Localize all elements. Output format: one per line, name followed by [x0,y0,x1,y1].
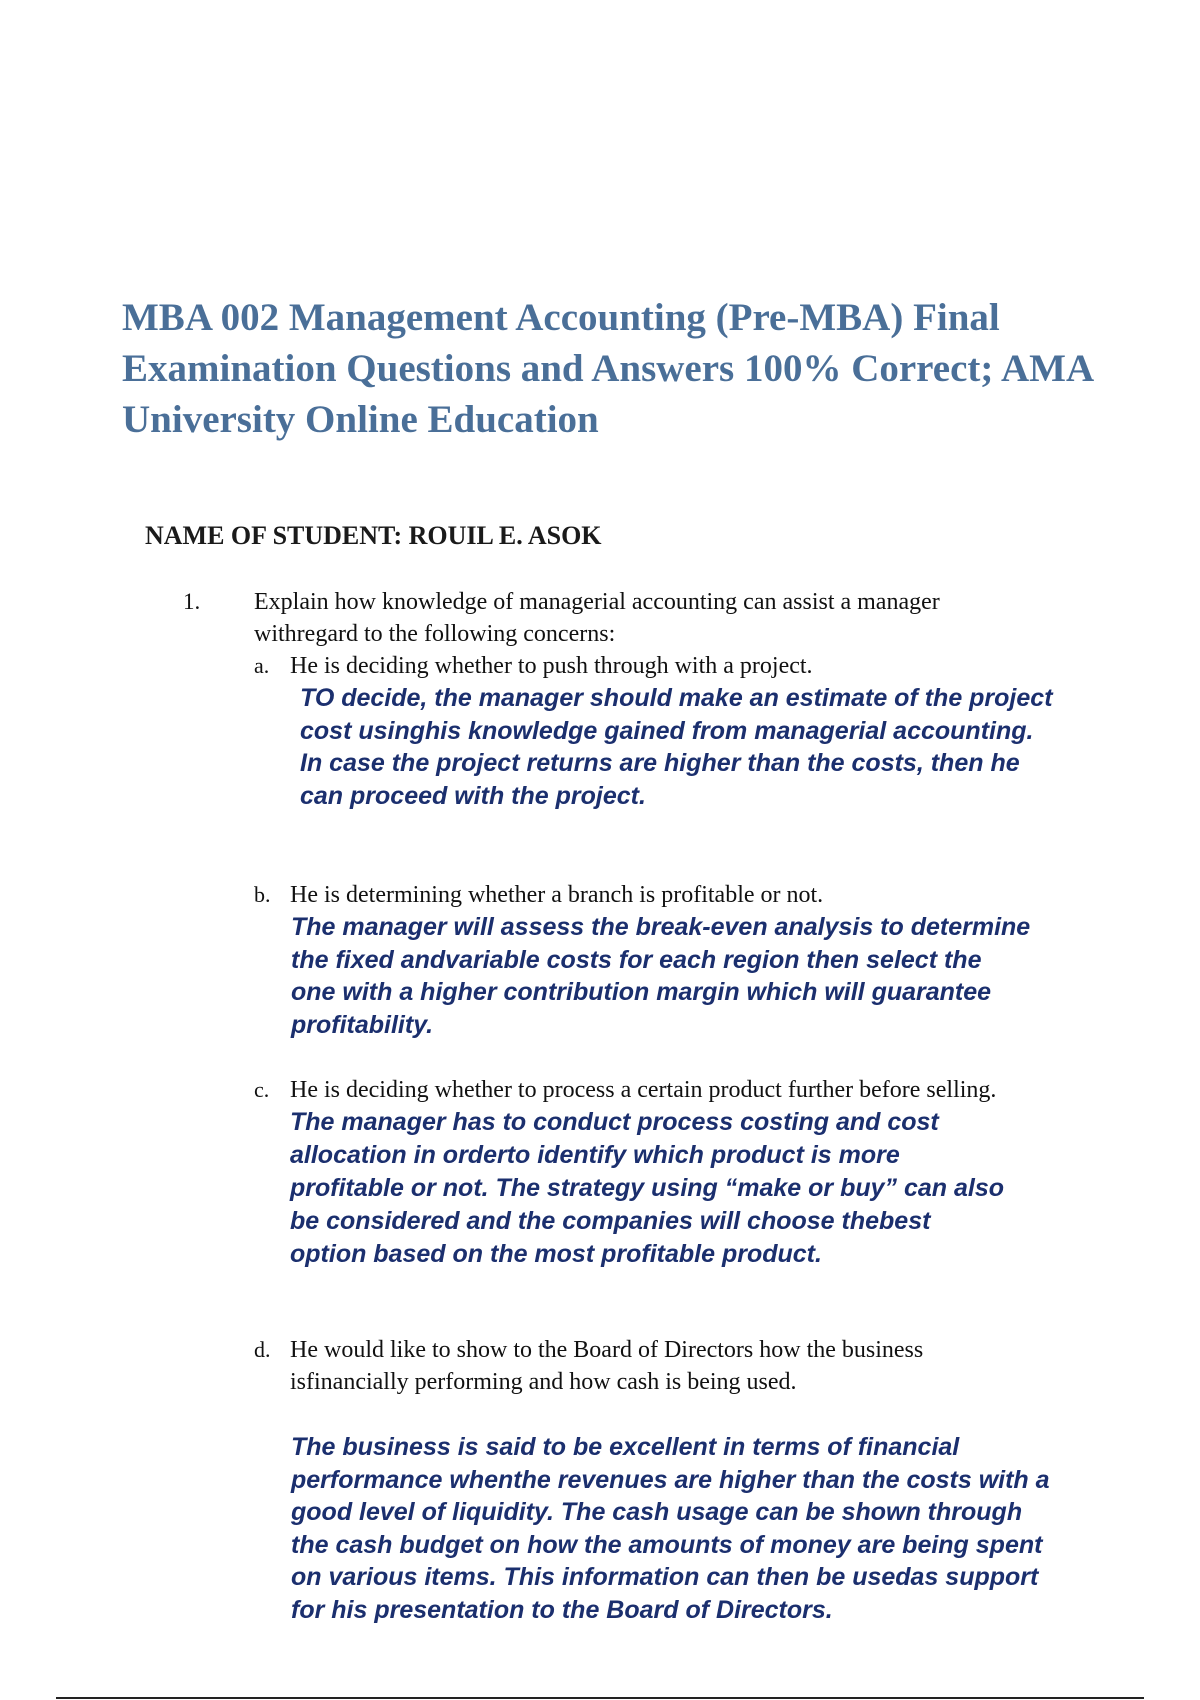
footer-rule [56,1697,1144,1699]
document-title: MBA 002 Management Accounting (Pre-MBA) Final Examination Questions and Answers 100% Correct; AMA University Online Education [122,296,1092,441]
item-c-block [290,1074,1005,1271]
item-c-question: He is deciding whether to process a certain product further before selling. [290,1077,997,1103]
question-number: 1. [183,589,201,614]
item-d-question: He would like to show to the Board of Directors how the business isfinancially performing and how cash is being used. [290,1337,924,1395]
item-c-letter: c. [254,1077,270,1102]
item-a-answer: TO decide, the manager should make an estimate of the project cost usinghis knowledge gained from managerial accounting. In case the project returns are higher than the costs, then he can proceed with the project. [300,684,1053,810]
item-a-question: He is deciding whether to push through with a project. [290,653,813,679]
item-b-answer: The manager will assess the break-even analysis to determine the fixed andvariable costs for each region then select the one with a higher contribution margin which will guarantee profitability. [291,913,1031,1039]
item-d-letter: d. [254,1337,271,1362]
item-d-answer: The business is said to be excellent in terms of financial performance whenthe revenues are higher than the costs with a good level of liquidity. The cash usage can be shown through the cash budget on how the amounts of money are being spent on various items. This information can then be usedas support for his presentation to the Board of Directors. [291,1433,1050,1624]
item-c-answer: The manager has to conduct process costing and cost allocation in orderto identify which product is more profitable or not. The strategy using “make or buy” can also be considered and the companies will choose thebest option based on the most profitable product. [290,1108,1005,1268]
item-b-letter: b. [254,882,271,907]
student-name: NAME OF STUDENT: ROUIL E. ASOK [145,521,602,550]
item-b-question: He is determining whether a branch is profitable or not. [290,882,824,908]
question-prompt: Explain how knowledge of managerial accounting can assist a manager withregard to the following concerns: [254,589,940,647]
item-a-letter: a. [254,653,270,678]
